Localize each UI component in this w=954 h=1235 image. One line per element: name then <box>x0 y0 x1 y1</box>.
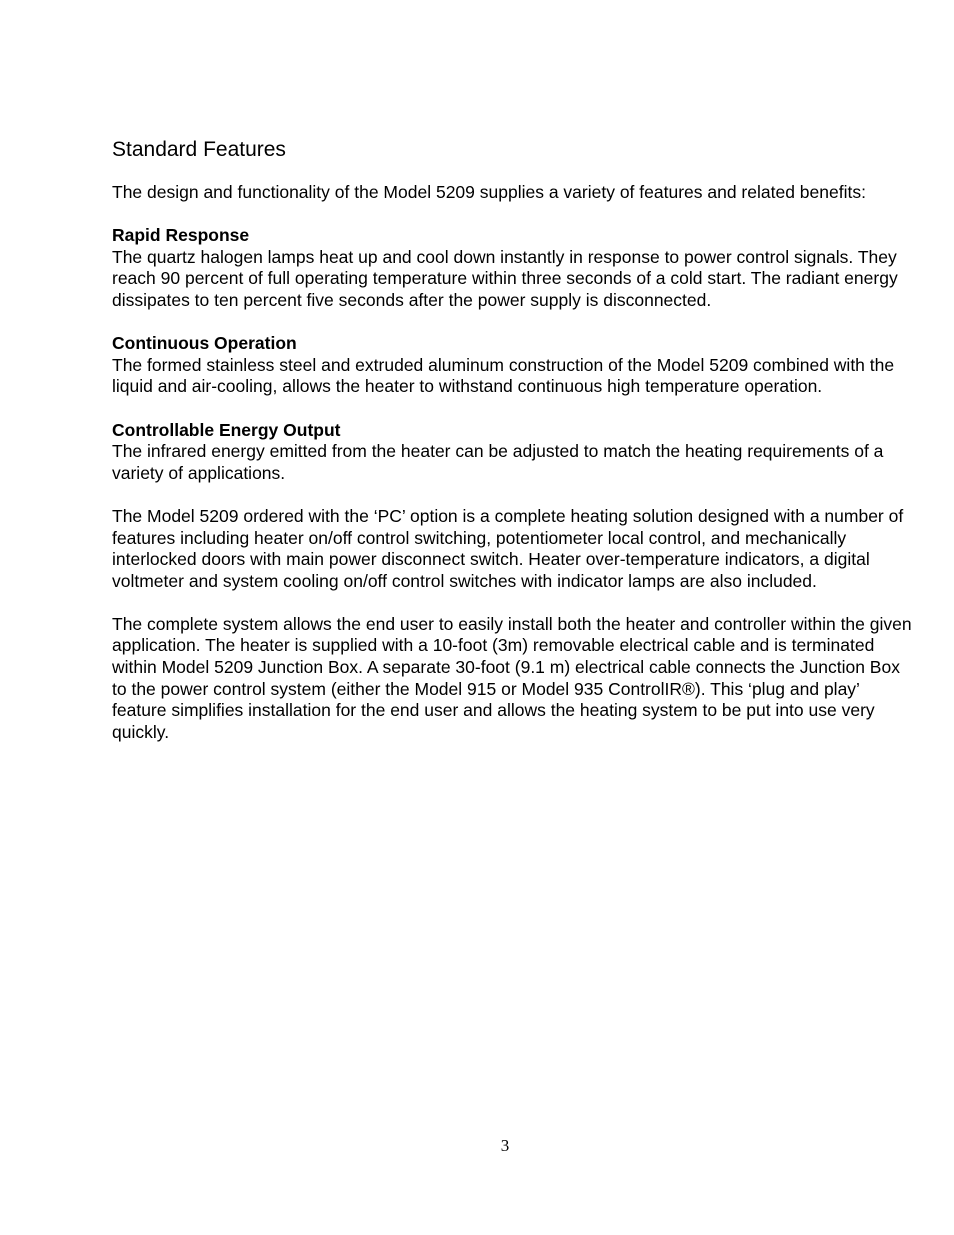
pc-option-paragraph: The Model 5209 ordered with the ‘PC’ option is a complete heating solution designed with a number of features including heater on/off control switching, potentiometer local control, and mechanically interlocked doors with main power disconnect switch. Heater over-temperature indicators, a digital voltmeter and system cooling on/off control switches with indicator lamps are also included. <box>112 505 904 591</box>
page-number: 3 <box>500 1136 510 1155</box>
feature-body: The infrared energy emitted from the heater can be adjusted to match the heating requirements of a variety of applications. <box>112 441 884 483</box>
complete-system-paragraph: The complete system allows the end user to easily install both the heater and controller within the given application. The heater is supplied with a 10-foot (3m) removable electrical cable and is terminated within Model 5209 Junction Box. A separate 30-foot (9.1 m) electrical cable connects the Junction Box to the power control system (either the Model 915 or Model 935 ControlIR®). This ‘plug and play’ feature simplifies installation for the end user and allows the heating system to be put into use very quickly. <box>112 613 912 742</box>
feature-body: The formed stainless steel and extruded aluminum construction of the Model 5209 combined with the liquid and air-cooling, allows the heater to withstand continuous high temperature operation. <box>112 354 895 397</box>
feature-controllable-energy-output <box>112 420 912 485</box>
feature-heading: Controllable Energy Output <box>112 419 341 440</box>
feature-body: The quartz halogen lamps heat up and cool down instantly in response to power control signals. They reach 90 percent of full operating temperature within three seconds of a cold start. The radiant energy dissipates to ten percent five seconds after the power supply is disconnected. <box>112 246 898 310</box>
section-title: Standard Features <box>112 138 286 161</box>
feature-heading: Continuous Operation <box>112 333 297 354</box>
page-content <box>112 136 912 765</box>
feature-rapid-response <box>112 225 912 311</box>
feature-heading: Rapid Response <box>112 225 250 246</box>
intro-paragraph: The design and functionality of the Model 5209 supplies a variety of features and related benefits: <box>112 182 866 202</box>
feature-continuous-operation <box>112 333 912 398</box>
